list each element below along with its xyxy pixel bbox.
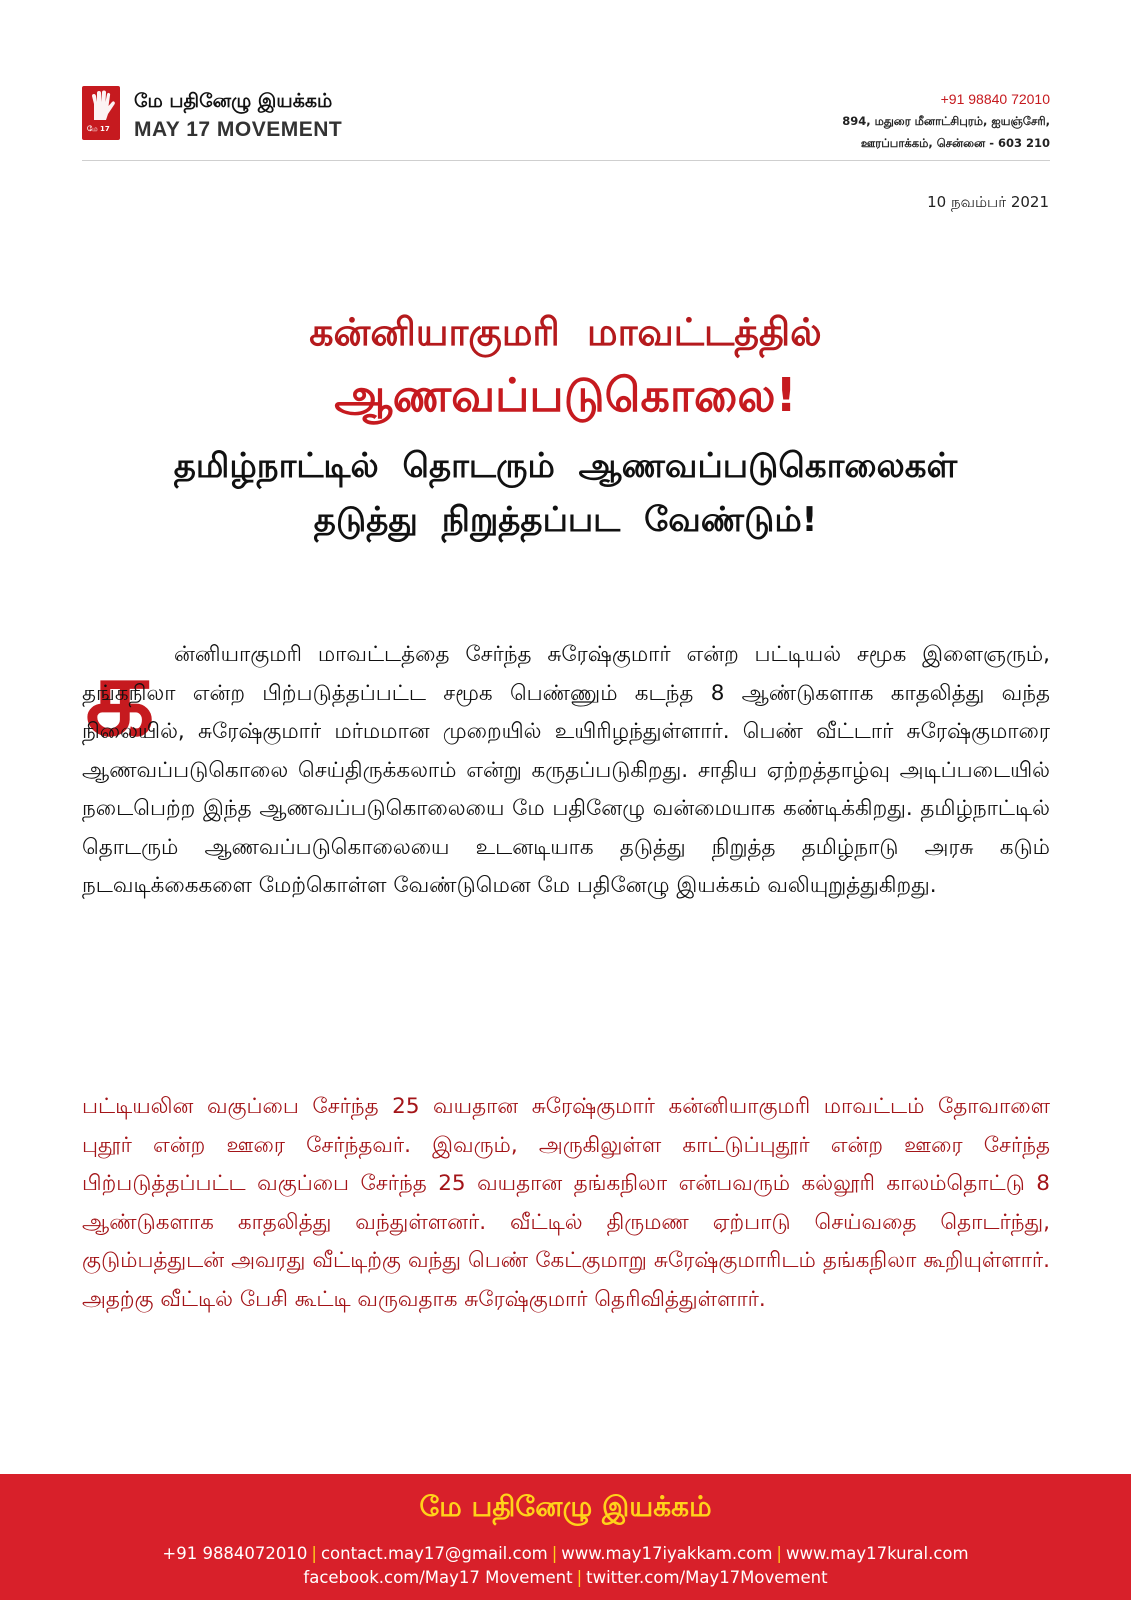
logo [82, 86, 120, 140]
logo-text: மே 17 [87, 125, 110, 133]
raised-hand-icon [86, 90, 116, 122]
footer-phone: +91 9884072010 [162, 1544, 308, 1563]
separator: | [776, 1544, 782, 1563]
separator: | [311, 1544, 317, 1563]
footer-facebook-link[interactable]: facebook.com/May17 Movement [303, 1568, 573, 1587]
footer-title: மே பதினேழு இயக்கம் [419, 1490, 712, 1523]
title-line-2: ஆணவப்படுகொலை! [334, 368, 797, 422]
header-divider [82, 160, 1050, 161]
address-line-2: ஊரப்பாக்கம், சென்னை - 603 210 [860, 136, 1050, 150]
footer [0, 1474, 1131, 1600]
contact-block [842, 88, 1050, 154]
drop-cap: க [85, 635, 155, 760]
footer-email-link[interactable]: contact.may17@gmail.com [320, 1544, 548, 1563]
date: 10 நவம்பர் 2021 [927, 193, 1049, 211]
paragraph-1: ன்னியாகுமரி மாவட்டத்தை சேர்ந்த சுரேஷ்குமார் என்ற பட்டியல் சமூக இளைஞரும், தங்கநிலா என்ற பிற்படுத்தப்பட்ட சமூக பெண்ணும் கடந்த 8 ஆண்டுகளாக காதலித்து வந்த நிலையில், சுரேஷ்குமார் மர்மமான முறையில் உயிரிழந்துள்ளார். பெண் வீட்டார் சுரேஷ்குமாரை ஆணவப்படுகொலை செய்திருக்கலாம் என்று கருதப்படுகிறது. சாதிய ஏற்றத்தாழ்வு அடிப்படையில் நடைபெற்ற இந்த ஆணவப்படுகொலையை மே பதினேழு வன்மையாக கண்டிக்கிறது. தமிழ்நாட்டில் தொடரும் ஆணவப்படுகொலையை உடனடியாக தடுத்து நிறுத்த தமிழ்நாடு அரசு கடும் நடவடிக்கைகளை மேற்கொள்ள வேண்டுமென மே பதினேழு இயக்கம் வலியுறுத்துகிறது. [82, 642, 1050, 898]
phone-number: +91 98840 72010 [940, 91, 1050, 107]
org-name-english: MAY 17 MOVEMENT [134, 118, 343, 141]
footer-contact-line [0, 1544, 1131, 1563]
letterhead [82, 86, 1050, 150]
footer-website-link[interactable]: www.may17iyakkam.com [561, 1544, 773, 1563]
footer-social-line [0, 1568, 1131, 1587]
org-name-tamil: மே பதினேழு இயக்கம் [134, 90, 333, 112]
subtitle-line-2: தடுத்து நிறுத்தப்பட வேண்டும்! [313, 500, 818, 540]
separator: | [576, 1568, 583, 1587]
address-line-1: 894, மதுரை மீனாட்சிபுரம், ஐயஞ்சேரி, [842, 114, 1050, 128]
separator: | [551, 1544, 558, 1563]
subtitle-line-1: தமிழ்நாட்டில் தொடரும் ஆணவப்படுகொலைகள் [173, 446, 958, 486]
paragraph-2: பட்டியலின வகுப்பை சேர்ந்த 25 வயதான சுரேஷ்குமார் கன்னியாகுமரி மாவட்டம் தோவாளை புதூர் என்ற ஊரை சேர்ந்தவர். இவரும், அருகிலுள்ள காட்டுப்புதூர் என்ற ஊரை சேர்ந்த பிற்படுத்தப்பட்ட வகுப்பை சேர்ந்த 25 வயதான தங்கநிலா என்பவரும் கல்லூரி காலம்தொட்டு 8 ஆண்டுகளாக காதலித்து வந்துள்ளனர். வீட்டில் திருமண ஏற்பாடு செய்வதை தொடர்ந்து, குடும்பத்துடன் அவரது வீட்டிற்கு வந்து பெண் கேட்குமாறு சுரேஷ்குமாரிடம் தங்கநிலா கூறியுள்ளார். அதற்கு வீட்டில் பேசி கூட்டி வருவதாக சுரேஷ்குமார் தெரிவித்துள்ளார். [82, 1094, 1050, 1312]
footer-twitter-link[interactable]: twitter.com/May17Movement [586, 1568, 828, 1587]
footer-website-link-2[interactable]: www.may17kural.com [785, 1544, 969, 1563]
title-line-1: கன்னியாகுமரி மாவட்டத்தில் [309, 310, 822, 354]
